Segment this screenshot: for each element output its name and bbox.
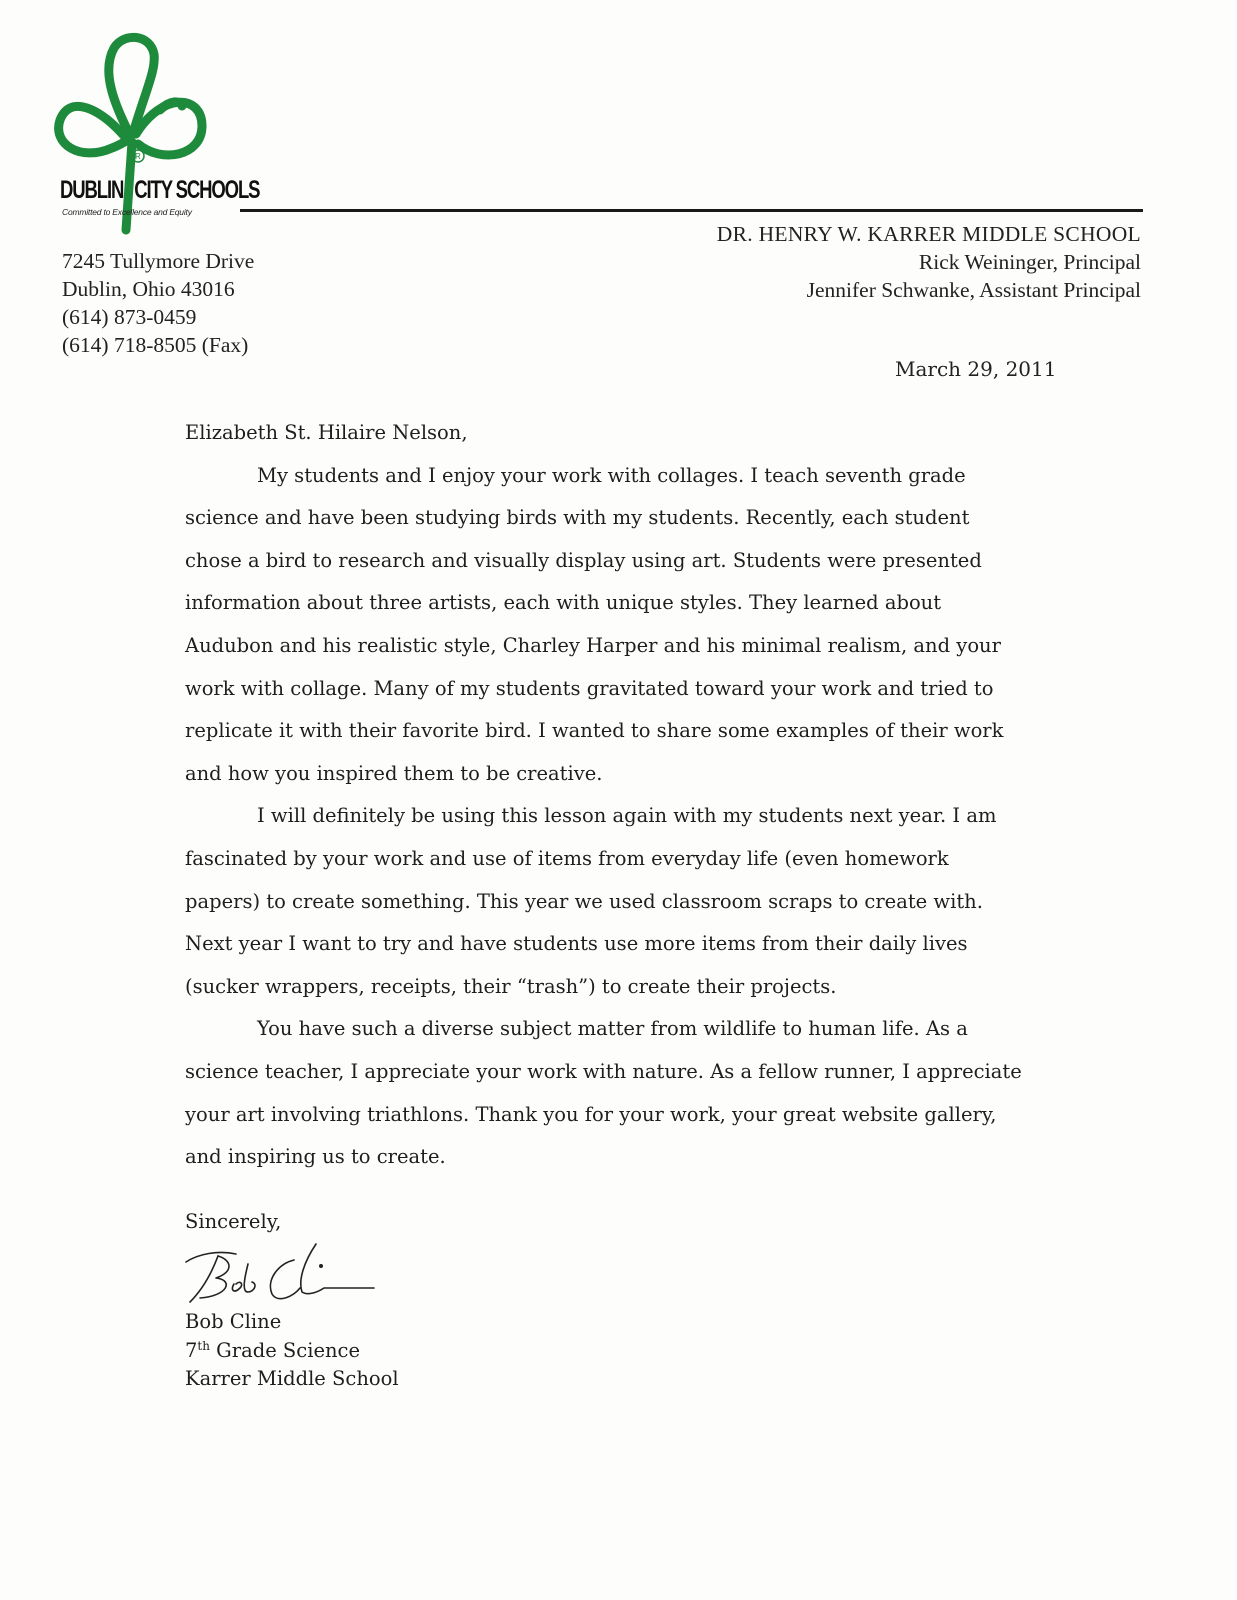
- paragraph-line: science teacher, I appreciate your work with nature. As a fellow runner, I appreciate: [185, 1059, 1022, 1083]
- paragraph-line: Audubon and his realistic style, Charley Harper and his minimal realism, and your: [185, 633, 1001, 657]
- paragraph-line: My students and I enjoy your work with collages. I teach seventh grade: [257, 463, 966, 487]
- paragraph-line: replicate it with their favorite bird. I wanted to share some examples of their work: [185, 719, 1004, 743]
- signer-block: [185, 1308, 399, 1394]
- address-fax: (614) 718-8505 (Fax): [62, 333, 249, 357]
- paragraph-line: You have such a diverse subject matter from wildlife to human life. As a: [257, 1017, 968, 1041]
- school-name: DR. HENRY W. KARRER MIDDLE SCHOOL: [716, 222, 1141, 246]
- svg-text:R: R: [135, 152, 141, 161]
- closing-sincerely: Sincerely,: [185, 1210, 282, 1233]
- assistant-principal: Jennifer Schwanke, Assistant Principal: [806, 278, 1141, 302]
- school-info: [717, 220, 1141, 304]
- paragraph-3: [185, 1008, 1065, 1178]
- paragraph-line: information about three artists, each with unique styles. They learned about: [185, 591, 942, 615]
- handwritten-signature: [178, 1240, 388, 1310]
- letter-body: [185, 412, 1065, 1179]
- signer-title: 7th Grade Science: [185, 1338, 361, 1362]
- paragraph-line: and inspiring us to create.: [185, 1145, 446, 1169]
- logo-tagline: Committed to Excellence and Equity: [62, 207, 192, 217]
- paragraph-2: [185, 795, 1065, 1008]
- signer-school: Karrer Middle School: [185, 1367, 399, 1390]
- paragraph-line: fascinated by your work and use of items from everyday life (even homework: [185, 846, 949, 870]
- principal: Rick Weininger, Principal: [918, 250, 1141, 274]
- dublin-city-schools-logo: [52, 30, 260, 240]
- address-city: Dublin, Ohio 43016: [62, 277, 235, 301]
- letterhead-divider: [240, 209, 1143, 212]
- logo-name-left: DUBLIN: [60, 176, 124, 204]
- letter-date: March 29, 2011: [895, 357, 1057, 381]
- paragraph-1: [185, 455, 1065, 796]
- paragraph-line: work with collage. Many of my students gravitated toward your work and tried to: [185, 676, 994, 700]
- paragraph-line: papers) to create something. This year we used classroom scraps to create with.: [185, 889, 983, 913]
- closing: [185, 1210, 281, 1233]
- logo-name-right: CITY SCHOOLS: [134, 176, 260, 204]
- address-street: 7245 Tullymore Drive: [62, 249, 255, 273]
- paragraph-line: Next year I want to try and have students use more items from their daily lives: [185, 932, 968, 956]
- school-address: [62, 247, 254, 359]
- salutation: Elizabeth St. Hilaire Nelson,: [185, 421, 468, 444]
- address-phone: (614) 873-0459: [62, 305, 197, 329]
- paragraph-line: chose a bird to research and visually display using art. Students were presented: [185, 548, 982, 572]
- paragraph-line: (sucker wrappers, receipts, their “trash”) to create their projects.: [185, 974, 837, 998]
- paragraph-line: I will definitely be using this lesson again with my students next year. I am: [257, 804, 997, 828]
- paragraph-line: science and have been studying birds with my students. Recently, each student: [185, 506, 970, 530]
- paragraph-line: your art involving triathlons. Thank you for your work, your great website gallery,: [185, 1102, 997, 1126]
- paragraph-line: and how you inspired them to be creative.: [185, 761, 603, 785]
- signer-name: Bob Cline: [185, 1310, 282, 1333]
